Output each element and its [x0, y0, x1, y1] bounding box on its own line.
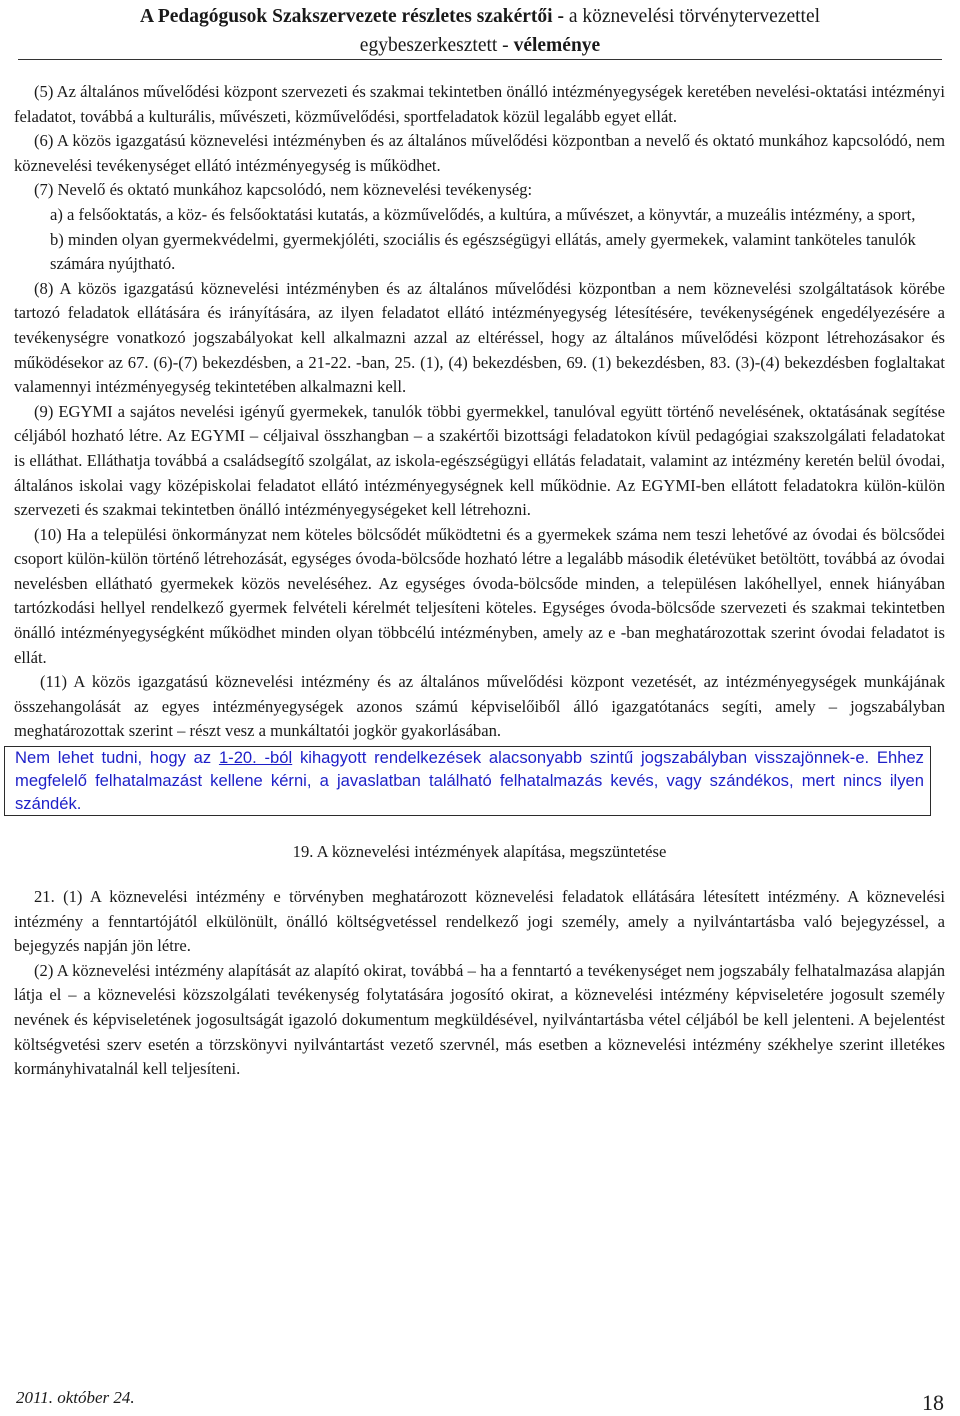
paragraph-5: (5) Az általános művelődési központ szervezeti és szakmai tekintetben önálló intézményegységek keretében nevelési-oktatási intézményi feladatot, továbbá a kulturális, művészeti, közművelődési, sportfeladatok közül legalább egyet ellát.: [14, 82, 945, 126]
document-body: [14, 80, 945, 1082]
article-21-paragraph-1: 21. (1) A köznevelési intézmény e törvényben meghatározott köznevelési feladatok ellátására létesített intézmény. A köznevelési intézmény a fenntartójától elkülönült, önálló költségvetéssel rendelkező jogi személy, amely a nyilvántartásba való bejegyzéssel, a bejegyzés napján jön létre.: [14, 887, 945, 956]
page-number: 18: [922, 1390, 944, 1415]
header-divider: [18, 59, 942, 60]
header-line-1: [0, 2, 960, 31]
comment-reference-link[interactable]: 1-20. -ból: [218, 748, 293, 768]
footer-date: 2011. október 24.: [16, 1388, 135, 1407]
paragraph-9: (9) EGYMI a sajátos nevelési igényű gyermekek, tanulók többi gyermekkel, tanulóval együtt történő nevelésének, oktatásának segítése céljából hozható létre. Az EGYMI – céljaival összhangban – a szakértői bizottsági feladatokon kívül pedagógiai szakszolgálati feladatokat is elláthat. Elláthatja továbbá a családsegítő szolgálat, az iskola-egészségügyi ellátás feladatait, valamint az intézmény keretén belül óvodai, általános iskolai vagy középiskolai feladatot ellátó intézményegységnek kell működnie. Az EGYMI-ben ellátott feladatokra külön-külön szervezeti és szakmai tekintetben önálló intézményegységeket kell létrehozni.: [14, 401, 945, 520]
header-subtitle-a: egybeszerkesztett -: [359, 35, 509, 56]
paragraph-7-item-a: a) a felsőoktatás, a köz- és felsőoktatási kutatás, a közművelődés, a kultúra, a művészet, a könyvtár, a muzeális intézmény, a sport,: [50, 204, 916, 224]
section-heading: 19. A köznevelési intézmények alapítása, megszüntetése: [292, 842, 667, 862]
comment-text-2: kihagyott rendelkezések alacsonyabb szintű jogszabályban visszajönnek-e. Ehhez megfelelő felhatalmazást kellene kérni, a javaslatban található felhatalmazás kevés, vagy szándékos, mert nincs ilyen szándék.: [15, 748, 924, 813]
paragraph-7: (7) Nevelő és oktató munkához kapcsolódó, nem köznevelési tevékenység:: [34, 180, 533, 200]
paragraph-11: (11) A közös igazgatású köznevelési intézmény és az általános művelődési központ vezetését, az intézményegységek munkájának összehangolását az egyes intézményegységek azonos számú képviselőiből álló igazgatótanács segíti, amely – jogszabályban meghatározottak szerint – részt vesz a munkáltatói jogkör gyakorlásában.: [14, 672, 945, 741]
paragraph-7-item-b: b) minden olyan gyermekvédelmi, gyermekjóléti, szociális és egészségügyi ellátás, amely gyermekek, valamint tanköteles tanulók számára nyújtható.: [50, 229, 916, 274]
paragraph-6: (6) A közös igazgatású köznevelési intézményben és az általános művelődési központban a nevelő és oktató munkához kapcsolódó, nem köznevelési tevékenységet ellátó intézményegység is működhet.: [14, 131, 945, 175]
page-header: [0, 2, 960, 60]
header-title-bold: A Pedagógusok Szakszervezete részletes szakértői -: [139, 6, 564, 27]
reviewer-comment-box: [4, 746, 931, 816]
header-subtitle-b: véleménye: [513, 35, 601, 56]
paragraph-10: (10) Ha a települési önkormányzat nem köteles bölcsődét működtetni és a gyermekek száma nem teszi lehetővé az óvodai és bölcsődei csoport külön-külön történő létrehozását, egységes óvoda-bölcsőde hozható létre a legalább második életévüket betöltött, továbbá az óvodai nevelésben ellátható gyermekek közös neveléséhez. Az egységes óvoda-bölcsőde minden, a településen lakóhellyel, ennek hiányában tartózkodási hellyel rendelkező gyermek felvételi kérelmét teljesíteni köteles. Egységes óvoda-bölcsőde szervezeti és szakmai tekintetben önálló intézményegységként működhet minden olyan többcélú intézményben, amely az e -ban meghatározottak szerint óvodai feladatot is ellát.: [14, 524, 945, 667]
header-line-2: [0, 31, 960, 60]
comment-text-1: Nem lehet tudni, hogy az: [15, 748, 212, 768]
header-title-rest: a köznevelési törvénytervezettel: [568, 6, 821, 27]
article-21-paragraph-2: (2) A köznevelési intézmény alapítását az alapító okirat, továbbá – ha a fenntartó a tevékenységet nem jogszabály felhatalmazása alapján látja el – a köznevelési közszolgálati tevékenység folytatására jogosító okirat, a köznevelési intézmény képviseletére jogosult személy nevének és képviseletének jogosultságát igazoló dokumentum megküldésével, nyilvántartásba vétel céljából be kell jelenteni. A bejelentést költségvetési szerv esetén a törzskönyvi nyilvántartást vezető szervnél, más esetben a köznevelési intézmény székhelye szerint illetékes kormányhivatalnál kell teljesíteni.: [14, 960, 945, 1079]
paragraph-8: (8) A közös igazgatású köznevelési intézményben és az általános művelődési központban a nem köznevelési szolgáltatások körébe tartozó feladatok ellátására és irányítására, az ilyen feladatot ellátó intézményegység létesítésére, tevékenységének engedélyezésére a tevékenységre vonatkozó jogszabályokat kell alkalmazni azzal az eltéréssel, hogy az általános művelődési központ létrehozásakor és működésekor az 67. (6)-(7) bekezdésben, a 21-22. -ban, 25. (1), (4) bekezdésben, 69. (1) bekezdésben, 83. (3)-(4) bekezdésben foglaltakat valamennyi intézményegység tekintetében alkalmazni kell.: [14, 278, 945, 397]
